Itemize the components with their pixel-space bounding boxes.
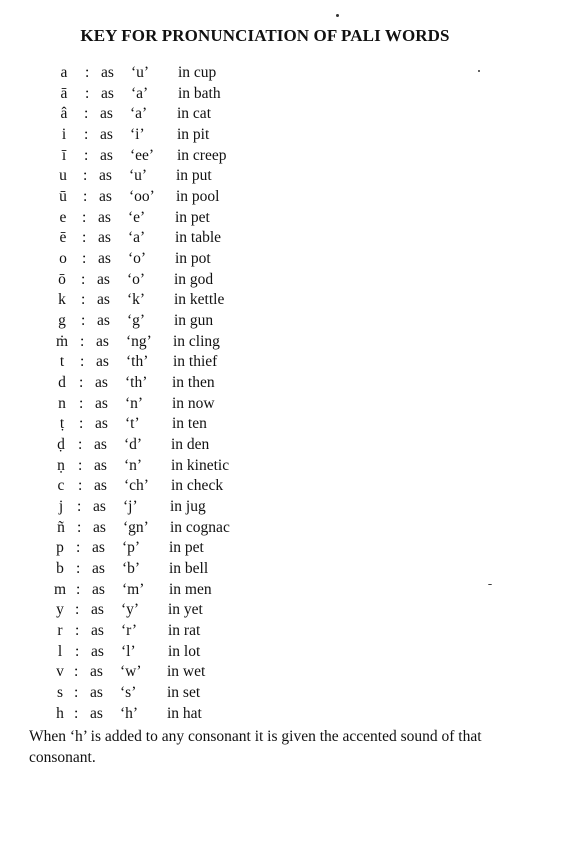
pali-letter: ñ [57, 518, 65, 536]
example-word: in den [171, 436, 210, 454]
key-row [0, 642, 561, 663]
sound-value: ‘p’ [122, 539, 141, 557]
pali-letter: t [59, 353, 65, 371]
sound-value: ‘b’ [122, 560, 141, 578]
key-row [0, 146, 561, 167]
sound-value: ‘m’ [122, 580, 145, 598]
example-word: in gun [174, 312, 214, 330]
sound-value: ‘y’ [121, 601, 140, 619]
colon-separator: : [75, 642, 80, 660]
colon-separator: : [83, 188, 88, 206]
sound-value: ‘n’ [124, 456, 143, 474]
example-word: in put [176, 167, 212, 185]
key-row [0, 580, 561, 601]
as-label: as [90, 663, 103, 681]
as-label: as [98, 229, 111, 247]
colon-separator: : [84, 126, 89, 144]
colon-separator: : [75, 601, 80, 619]
sound-value: ‘o’ [128, 250, 147, 268]
pali-letter: u [59, 167, 67, 185]
key-row [0, 270, 561, 291]
sound-value: ‘a’ [130, 105, 148, 123]
colon-separator: : [74, 684, 79, 702]
key-row [0, 394, 561, 415]
key-row [0, 84, 561, 105]
pali-letter: p [56, 539, 64, 557]
example-word: in creep [177, 146, 227, 164]
sound-value: ‘j’ [123, 498, 138, 516]
colon-separator: : [80, 332, 85, 350]
example-word: in cup [178, 64, 217, 81]
as-label: as [93, 498, 106, 516]
colon-separator: : [79, 415, 84, 433]
key-row [0, 538, 561, 559]
page-title: KEY FOR PRONUNCIATION OF PALI WORDS [80, 26, 450, 45]
key-row [0, 662, 561, 683]
as-label: as [98, 208, 111, 226]
as-label: as [91, 622, 104, 640]
key-row [0, 559, 561, 580]
example-word: in then [172, 374, 215, 392]
example-word: in kinetic [171, 456, 230, 474]
key-row [0, 104, 561, 125]
pali-letter: b [56, 560, 64, 578]
example-word: in pool [176, 188, 220, 206]
sound-value: ‘u’ [129, 167, 148, 185]
sound-value: ‘th’ [126, 353, 149, 371]
key-row [0, 352, 561, 373]
key-row [0, 373, 561, 394]
sound-value: ‘a’ [128, 229, 146, 247]
colon-separator: : [79, 374, 84, 392]
sound-value: ‘i’ [130, 126, 145, 144]
as-label: as [100, 105, 113, 123]
sound-value: ‘n’ [125, 394, 144, 412]
key-row [0, 187, 561, 208]
key-row [0, 249, 561, 270]
example-word: in table [175, 229, 222, 247]
colon-separator: : [83, 167, 88, 185]
example-word: in cat [177, 105, 211, 123]
example-word: in bath [178, 84, 221, 102]
sound-value: ‘ch’ [124, 477, 149, 495]
key-row [0, 414, 561, 435]
as-label: as [95, 415, 108, 433]
as-label: as [99, 167, 112, 185]
example-word: in now [172, 394, 215, 412]
colon-separator: : [77, 498, 82, 516]
colon-separator: : [79, 394, 84, 412]
key-row [0, 704, 561, 725]
example-word: in cling [173, 332, 220, 350]
example-word: in yet [168, 601, 203, 619]
example-word: in kettle [174, 291, 225, 309]
pali-letter: v [56, 663, 64, 681]
as-label: as [95, 394, 108, 412]
sound-value: ‘k’ [127, 291, 146, 309]
as-label: as [92, 539, 105, 557]
as-label: as [96, 353, 109, 371]
pali-letter: ū [59, 188, 67, 206]
as-label: as [92, 580, 105, 598]
example-word: in ten [172, 415, 207, 433]
as-label: as [101, 64, 114, 81]
pali-letter: g [58, 312, 66, 330]
colon-separator: : [84, 105, 89, 123]
as-label: as [97, 270, 110, 288]
as-label: as [94, 436, 107, 454]
colon-separator: : [81, 291, 86, 309]
sound-value: ‘w’ [120, 663, 142, 681]
key-row [0, 435, 561, 456]
example-word: in check [171, 477, 224, 495]
key-row [0, 476, 561, 497]
colon-separator: : [76, 560, 81, 578]
colon-separator: : [76, 539, 81, 557]
sound-value: ‘l’ [121, 642, 136, 660]
pali-letter: ā [60, 84, 68, 102]
sound-value: ‘gn’ [123, 518, 149, 536]
sound-value: ‘th’ [125, 374, 148, 392]
colon-separator: : [85, 64, 90, 81]
sound-value: ‘t’ [125, 415, 140, 433]
example-word: in pet [169, 539, 204, 557]
sound-value: ‘r’ [121, 622, 138, 640]
sound-value: ‘u’ [131, 64, 150, 81]
colon-separator: : [78, 477, 83, 495]
sound-value: ‘o’ [127, 270, 146, 288]
colon-separator: : [78, 436, 83, 454]
sound-value: ‘a’ [131, 84, 149, 102]
example-word: in pot [175, 250, 211, 268]
as-label: as [95, 374, 108, 392]
example-word: in pet [175, 208, 210, 226]
pali-letter: j [58, 498, 64, 516]
example-word: in wet [167, 663, 206, 681]
colon-separator: : [85, 84, 90, 102]
colon-separator: : [81, 270, 86, 288]
key-row [0, 290, 561, 311]
example-word: in bell [169, 560, 209, 578]
pali-letter: ṁ [55, 332, 69, 350]
example-word: in men [169, 580, 212, 598]
pali-letter: e [59, 208, 67, 226]
as-label: as [98, 250, 111, 268]
pali-letter: ē [59, 229, 67, 247]
pali-letter: a [60, 64, 68, 81]
example-word: in jug [170, 498, 206, 516]
pali-letter: ṇ [57, 456, 65, 474]
sound-value: ‘s’ [120, 684, 137, 702]
pali-letter: â [60, 105, 68, 123]
as-label: as [97, 312, 110, 330]
colon-separator: : [82, 250, 87, 268]
key-row [0, 166, 561, 187]
pali-letter: ṭ [59, 415, 65, 433]
key-row [0, 518, 561, 539]
colon-separator: : [84, 146, 89, 164]
pali-letter: s [56, 684, 64, 702]
example-word: in lot [168, 642, 201, 660]
pali-letter: n [58, 394, 66, 412]
as-label: as [90, 704, 103, 722]
as-label: as [97, 291, 110, 309]
example-word: in set [167, 684, 201, 702]
pali-letter: d [58, 374, 66, 392]
colon-separator: : [81, 312, 86, 330]
colon-separator: : [80, 353, 85, 371]
key-row [0, 497, 561, 518]
footnote: When ‘h’ is added to any consonant it is given the accented sound of that consonant. [29, 728, 482, 766]
sound-value: ‘h’ [120, 704, 139, 722]
as-label: as [91, 642, 104, 660]
sound-value: ‘e’ [128, 208, 146, 226]
pali-letter: c [57, 477, 65, 495]
key-row [0, 332, 561, 353]
pali-letter: k [58, 291, 66, 309]
as-label: as [93, 518, 106, 536]
as-label: as [101, 84, 114, 102]
pali-letter: h [56, 704, 64, 722]
example-word: in cognac [170, 518, 230, 536]
colon-separator: : [77, 518, 82, 536]
colon-separator: : [82, 229, 87, 247]
sound-value: ‘d’ [124, 436, 143, 454]
sound-value: ‘oo’ [129, 188, 155, 206]
scan-speck [336, 14, 339, 17]
pali-letter: i [61, 126, 67, 144]
as-label: as [100, 146, 113, 164]
example-word: in pit [177, 126, 210, 144]
example-word: in god [174, 270, 214, 288]
pali-letter: m [53, 580, 67, 598]
key-row [0, 63, 561, 84]
key-row [0, 683, 561, 704]
example-word: in thief [173, 353, 218, 371]
key-row [0, 621, 561, 642]
sound-value: ‘ng’ [126, 332, 152, 350]
key-row [0, 228, 561, 249]
key-row [0, 456, 561, 477]
colon-separator: : [76, 580, 81, 598]
key-row [0, 600, 561, 621]
pali-letter: ō [58, 270, 66, 288]
pali-letter: ḍ [57, 436, 65, 454]
pali-letter: l [57, 642, 63, 660]
as-label: as [94, 456, 107, 474]
pronunciation-key-list [0, 63, 561, 725]
as-label: as [100, 126, 113, 144]
pali-letter: y [56, 601, 64, 619]
example-word: in hat [167, 704, 202, 722]
pali-letter: r [57, 622, 63, 640]
key-row [0, 208, 561, 229]
colon-separator: : [74, 663, 79, 681]
sound-value: ‘ee’ [130, 146, 155, 164]
pali-letter: ī [61, 146, 67, 164]
as-label: as [92, 560, 105, 578]
key-row [0, 311, 561, 332]
as-label: as [94, 477, 107, 495]
example-word: in rat [168, 622, 201, 640]
sound-value: ‘g’ [127, 312, 146, 330]
as-label: as [96, 332, 109, 350]
as-label: as [91, 601, 104, 619]
colon-separator: : [75, 622, 80, 640]
as-label: as [90, 684, 103, 702]
colon-separator: : [82, 208, 87, 226]
colon-separator: : [74, 704, 79, 722]
as-label: as [99, 188, 112, 206]
pali-letter: o [59, 250, 67, 268]
colon-separator: : [78, 456, 83, 474]
key-row [0, 125, 561, 146]
